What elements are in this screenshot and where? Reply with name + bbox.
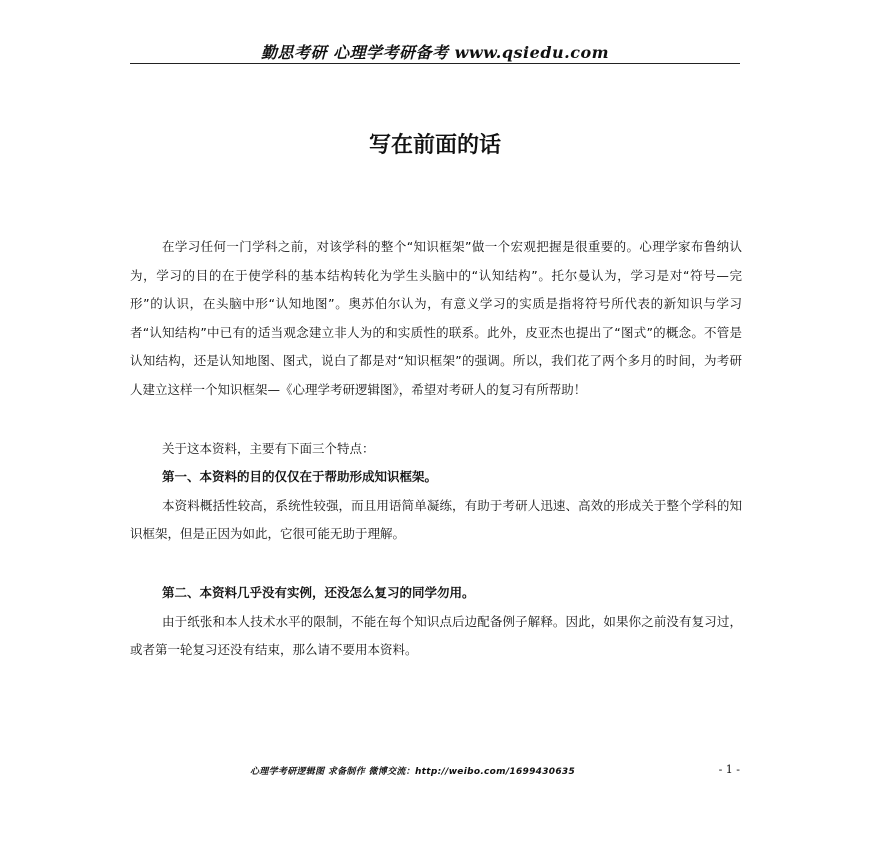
features-intro: 关于这本资料，主要有下面三个特点： — [162, 440, 375, 456]
point1-heading: 第一、本资料的目的仅仅在于帮助形成知识框架。 — [162, 469, 438, 485]
point2-body: 由于纸张和本人技术水平的限制，不能在每个知识点后边配备例子解释。因此，如果你之前没有复习过，或者第一轮复习还没有结束，那么请不要用本资料。 — [130, 613, 742, 658]
spacer — [130, 549, 742, 579]
document-body — [130, 233, 742, 665]
page-header: 勤思考研 心理学考研备考 www.qsiedu.com — [260, 43, 610, 62]
point1-body: 本资料概括性较高，系统性较强，而且用语简单凝练，有助于考研人迅速、高效的形成关于整个学科的知识框架，但是正因为如此，它很可能无助于理解。 — [130, 497, 742, 542]
page-title: 写在前面的话 — [368, 133, 501, 158]
header-divider — [130, 63, 740, 64]
intro-paragraph: 在学习任何一门学科之前，对该学科的整个“知识框架”做一个宏观把握是很重要的。心理学家布鲁纳认为，学习的目的在于使学科的基本结构转化为学生头脑中的“认知结构”。托尔曼认为，学习是对“符号—完形”的认识，在头脑中形“认知地图”。奥苏伯尔认为，有意义学习的实质是指将符号所代表的新知识与学习者“认知结构”中已有的适当观念建立非人为的和实质性的联系。此外，皮亚杰也提出了“图式”的概念。不管是认知结构，还是认知地图、图式，说白了都是对“知识框架”的强调。所以，我们花了两个多月的时间，为考研人建立这样一个知识框架—《心理学考研逻辑图》，希望对考研人的复习有所帮助！ — [130, 239, 742, 397]
page-number: - 1 - — [718, 763, 740, 776]
point2-heading: 第二、本资料几乎没有实例，还没怎么复习的同学勿用。 — [162, 584, 475, 600]
footer-text: 心理学考研逻辑图 求备制作 微博交流：http://weibo.com/1699430635 — [250, 767, 576, 777]
spacer — [130, 405, 742, 435]
page-footer — [130, 760, 740, 780]
